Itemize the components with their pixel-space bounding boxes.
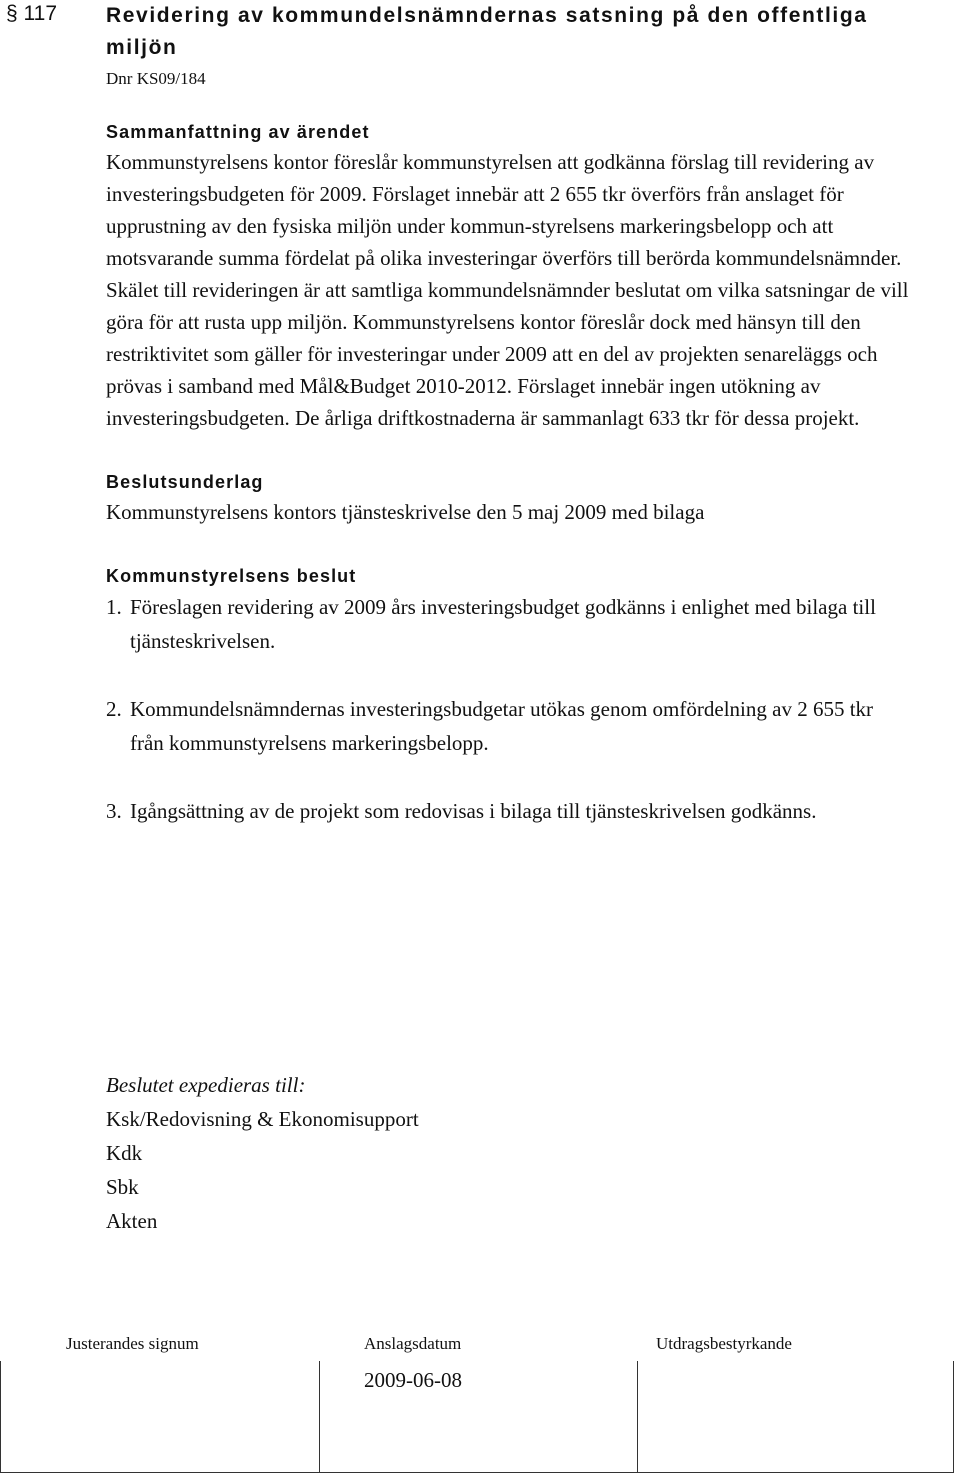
section-number: § 117 bbox=[6, 2, 57, 25]
recipient: Kdk bbox=[106, 1141, 143, 1165]
recipient: Akten bbox=[106, 1209, 158, 1233]
footer-divider bbox=[637, 1361, 638, 1473]
decision-text: Kommundelsnämndernas investeringsbudgetar utökas genom omfördelning av 2 655 tkr från kommunstyrelsens markeringsbelopp. bbox=[130, 697, 874, 755]
extract-certifier-label: Utdragsbestyrkande bbox=[656, 1334, 792, 1353]
diary-number: Dnr KS09/184 bbox=[106, 69, 206, 88]
expedition-section bbox=[106, 1068, 706, 1238]
decision-number: 2. bbox=[106, 697, 122, 721]
basis-heading: Beslutsunderlag bbox=[106, 472, 264, 492]
decision-heading: Kommunstyrelsens beslut bbox=[106, 566, 357, 586]
footer-labels bbox=[0, 1332, 960, 1358]
footer-signature-box bbox=[0, 1361, 954, 1473]
decision-text: Igångsättning av de projekt som redovisas i bilaga till tjänsteskrivelsen godkänns. bbox=[130, 799, 817, 823]
decision-text: Föreslagen revidering av 2009 års investeringsbudget godkänns i enlighet med bilaga till tjänsteskrivelsen. bbox=[130, 595, 876, 653]
posting-date-label: Anslagsdatum bbox=[364, 1334, 462, 1353]
footer-divider bbox=[319, 1361, 320, 1473]
decision-list bbox=[106, 590, 926, 828]
decision-section bbox=[106, 562, 926, 828]
basis-text: Kommunstyrelsens kontors tjänsteskrivelse den 5 maj 2009 med bilaga bbox=[106, 500, 705, 524]
decision-item bbox=[106, 794, 926, 828]
expedition-heading: Beslutet expedieras till: bbox=[106, 1073, 306, 1097]
basis-section bbox=[106, 468, 926, 528]
summary-heading: Sammanfattning av ärendet bbox=[106, 122, 370, 142]
signature-label: Justerandes signum bbox=[66, 1334, 199, 1353]
recipient: Sbk bbox=[106, 1175, 139, 1199]
document-body bbox=[106, 118, 926, 862]
summary-section bbox=[106, 118, 926, 434]
decision-number: 3. bbox=[106, 799, 122, 823]
summary-text: Kommunstyrelsens kontor föreslår kommunstyrelsen att godkänna förslag till revidering av investeringsbudgeten för 2009. Förslaget innebär att 2 655 tkr överförs från anslaget för upprustning av den fysiska miljön under kommun-styrelsens markeringsbelopp och att motsvarande summa fördelat på olika investeringar överförs till berörda kommundelsnämnder. Skälet till revideringen är att samtliga kommundelsnämnder beslutat om vilka satsningar de vill göra för att rusta upp miljön. Kommunstyrelsens kontor föreslår dock med hänsyn till den restriktivitet som gäller för investeringar under 2009 att en del av projekten senareläggs och prövas i samband med Mål&Budget 2010-2012. Förslaget innebär ingen utökning av investeringsbudgeten. De årliga driftkostnaderna är sammanlagt 633 tkr för dessa projekt. bbox=[106, 150, 909, 430]
recipient: Ksk/Redovisning & Ekonomisupport bbox=[106, 1107, 419, 1131]
posting-date-value: 2009-06-08 bbox=[364, 1368, 462, 1392]
decision-item bbox=[106, 692, 926, 760]
decision-number: 1. bbox=[106, 595, 122, 619]
document-title: Revidering av kommundelsnämndernas satsning på den offentliga miljön bbox=[106, 4, 868, 59]
decision-item bbox=[106, 590, 926, 658]
